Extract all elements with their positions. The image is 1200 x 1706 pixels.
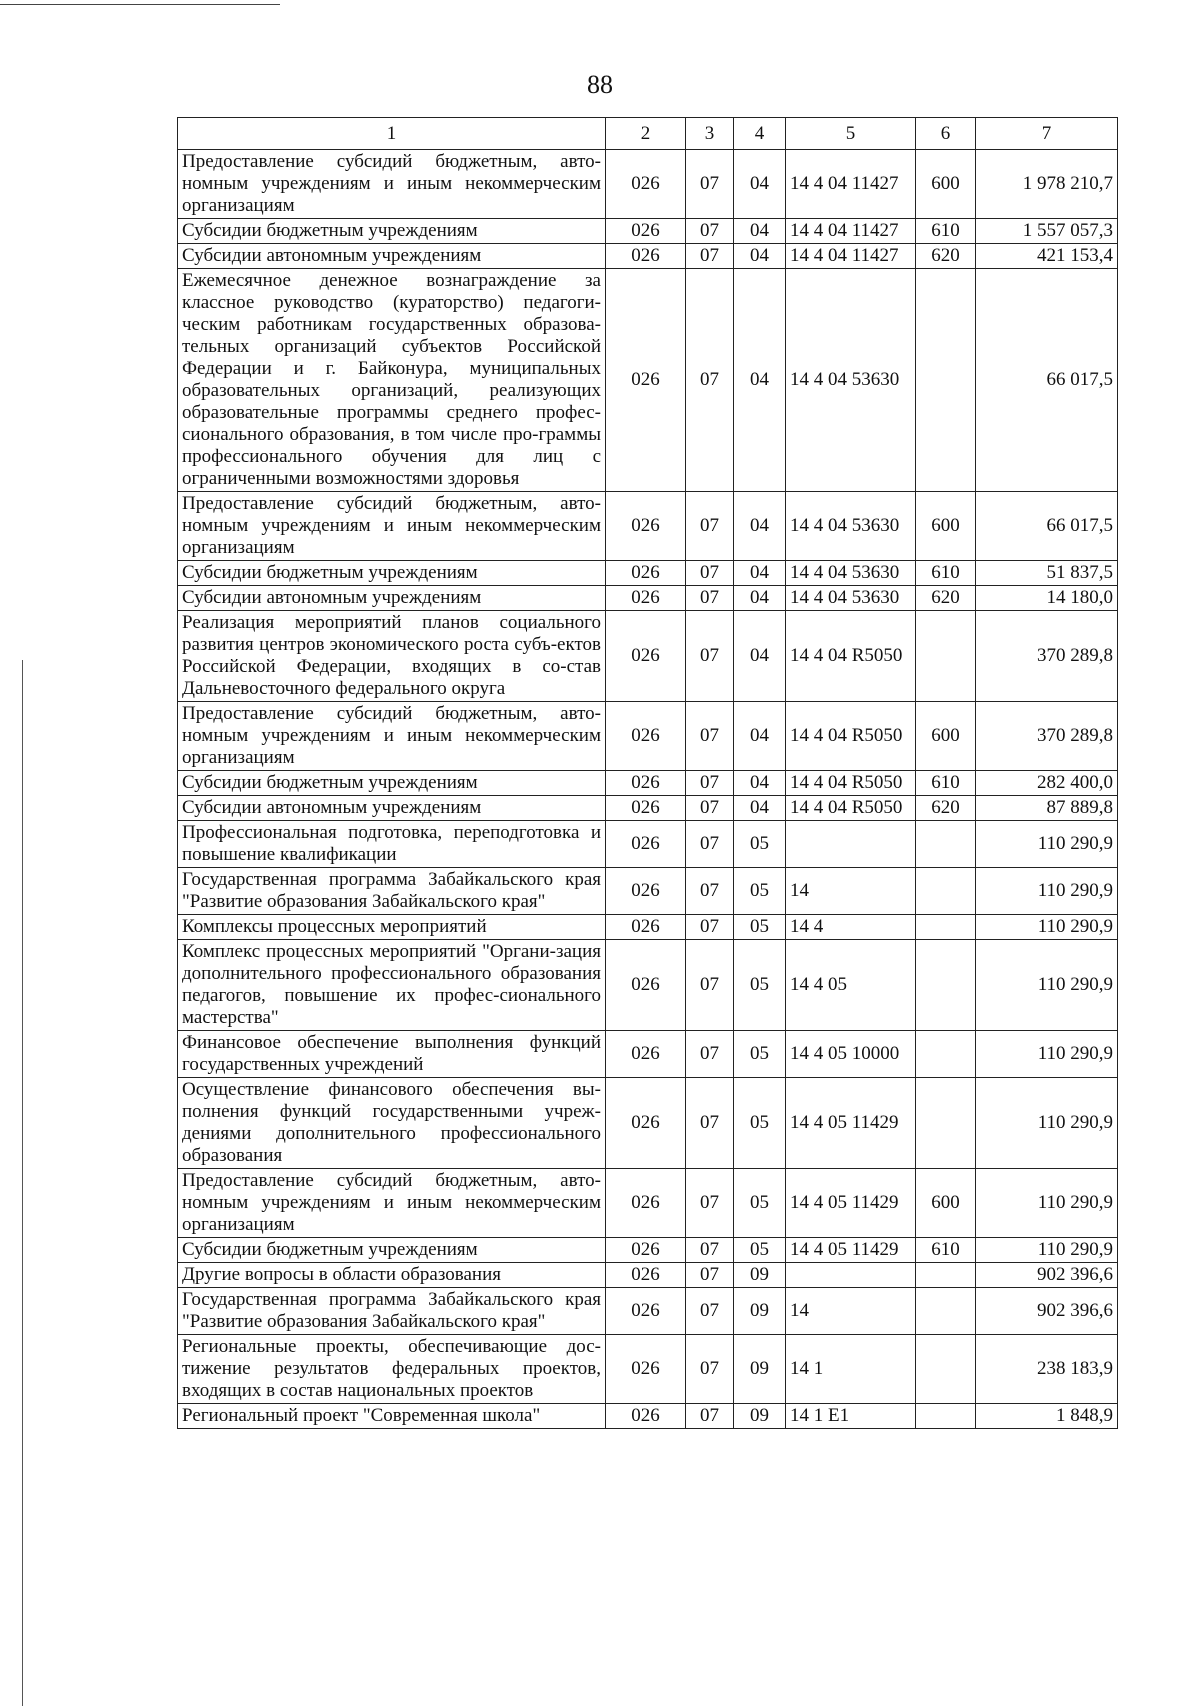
cell-amount: 14 180,0 [976, 586, 1118, 611]
cell-amount: 282 400,0 [976, 771, 1118, 796]
cell-amount: 87 889,8 [976, 796, 1118, 821]
table-row [178, 796, 1118, 821]
cell-expense-type: 610 [916, 561, 976, 586]
cell-amount: 1 848,9 [976, 1404, 1118, 1429]
cell-expense-type [916, 1263, 976, 1288]
cell-target: 14 [786, 868, 916, 915]
cell-name: Реализация мероприятий планов социального развития центров экономического роста субъ-ектов Российской Федерации, входящих в со-став Дальневосточного федерального округа [178, 611, 606, 702]
cell-target: 14 1 E1 [786, 1404, 916, 1429]
cell-name: Комплексы процессных мероприятий [178, 915, 606, 940]
cell-amount: 238 183,9 [976, 1335, 1118, 1404]
cell-subsection: 04 [734, 796, 786, 821]
cell-target: 14 4 04 R5050 [786, 796, 916, 821]
cell-subsection: 04 [734, 244, 786, 269]
scan-edge-line-left [22, 660, 23, 1706]
cell-target [786, 821, 916, 868]
cell-section: 07 [686, 561, 734, 586]
cell-target [786, 1263, 916, 1288]
cell-target: 14 4 04 11427 [786, 244, 916, 269]
cell-ministry: 026 [606, 219, 686, 244]
cell-subsection: 04 [734, 219, 786, 244]
table-row [178, 1263, 1118, 1288]
cell-ministry: 026 [606, 1404, 686, 1429]
cell-name: Субсидии автономным учреждениям [178, 244, 606, 269]
cell-subsection: 09 [734, 1263, 786, 1288]
cell-ministry: 026 [606, 611, 686, 702]
cell-amount: 66 017,5 [976, 492, 1118, 561]
table-row [178, 269, 1118, 492]
cell-section: 07 [686, 702, 734, 771]
column-header-section: 3 [686, 118, 734, 150]
cell-ministry: 026 [606, 940, 686, 1031]
cell-ministry: 026 [606, 1031, 686, 1078]
column-header-target: 5 [786, 118, 916, 150]
cell-ministry: 026 [606, 821, 686, 868]
cell-name: Государственная программа Забайкальского края "Развитие образования Забайкальского края" [178, 868, 606, 915]
table-row [178, 586, 1118, 611]
column-header-name: 1 [178, 118, 606, 150]
cell-expense-type: 610 [916, 219, 976, 244]
cell-target: 14 4 05 10000 [786, 1031, 916, 1078]
cell-subsection: 04 [734, 150, 786, 219]
cell-name: Региональные проекты, обеспечивающие дос-тижение результатов федеральных проектов, входящих в состав национальных проектов [178, 1335, 606, 1404]
cell-subsection: 05 [734, 1169, 786, 1238]
table-row [178, 1238, 1118, 1263]
cell-section: 07 [686, 1263, 734, 1288]
cell-expense-type [916, 1288, 976, 1335]
cell-target: 14 4 04 R5050 [786, 611, 916, 702]
cell-subsection: 04 [734, 702, 786, 771]
cell-target: 14 4 [786, 915, 916, 940]
cell-ministry: 026 [606, 561, 686, 586]
table-row [178, 219, 1118, 244]
cell-section: 07 [686, 492, 734, 561]
cell-name: Субсидии бюджетным учреждениям [178, 1238, 606, 1263]
cell-expense-type: 610 [916, 771, 976, 796]
cell-expense-type [916, 1078, 976, 1169]
cell-name: Ежемесячное денежное вознаграждение за классное руководство (кураторство) педагоги-ческим работникам государственных образова-тельных организаций субъектов Российской Федерации и г. Байконура, муниципальных образовательных организаций, реализующих образовательные программы среднего профес-сионального образования, в том числе про-граммы профессионального обучения для лиц с ограниченными возможностями здоровья [178, 269, 606, 492]
cell-section: 07 [686, 219, 734, 244]
cell-amount: 110 290,9 [976, 1169, 1118, 1238]
cell-expense-type [916, 940, 976, 1031]
cell-section: 07 [686, 1169, 734, 1238]
cell-ministry: 026 [606, 269, 686, 492]
cell-target: 14 4 05 11429 [786, 1238, 916, 1263]
cell-subsection: 04 [734, 492, 786, 561]
cell-amount: 370 289,8 [976, 702, 1118, 771]
cell-ministry: 026 [606, 586, 686, 611]
cell-subsection: 05 [734, 1031, 786, 1078]
cell-section: 07 [686, 821, 734, 868]
table-row [178, 244, 1118, 269]
column-header-subsection: 4 [734, 118, 786, 150]
cell-ministry: 026 [606, 1078, 686, 1169]
cell-name: Осуществление финансового обеспечения вы-полнения функций государственными учреж-дениями дополнительного профессионального образования [178, 1078, 606, 1169]
cell-amount: 1 978 210,7 [976, 150, 1118, 219]
table-row [178, 1288, 1118, 1335]
cell-expense-type [916, 269, 976, 492]
cell-expense-type: 600 [916, 1169, 976, 1238]
table-row [178, 1169, 1118, 1238]
cell-name: Предоставление субсидий бюджетным, авто-номным учреждениям и иным некоммерческим организациям [178, 150, 606, 219]
cell-expense-type [916, 1335, 976, 1404]
table-row [178, 561, 1118, 586]
cell-subsection: 04 [734, 771, 786, 796]
cell-section: 07 [686, 1078, 734, 1169]
cell-name: Субсидии бюджетным учреждениям [178, 561, 606, 586]
cell-section: 07 [686, 940, 734, 1031]
table-row [178, 492, 1118, 561]
cell-section: 07 [686, 244, 734, 269]
table-row [178, 771, 1118, 796]
cell-section: 07 [686, 586, 734, 611]
cell-name: Субсидии автономным учреждениям [178, 586, 606, 611]
table-row [178, 611, 1118, 702]
table-row [178, 702, 1118, 771]
cell-amount: 902 396,6 [976, 1263, 1118, 1288]
cell-expense-type [916, 821, 976, 868]
cell-name: Субсидии бюджетным учреждениям [178, 219, 606, 244]
cell-target: 14 4 04 R5050 [786, 771, 916, 796]
cell-target: 14 4 04 53630 [786, 586, 916, 611]
column-header-amount: 7 [976, 118, 1118, 150]
cell-target: 14 4 04 53630 [786, 269, 916, 492]
cell-section: 07 [686, 1031, 734, 1078]
cell-expense-type: 600 [916, 702, 976, 771]
cell-name: Финансовое обеспечение выполнения функций государственных учреждений [178, 1031, 606, 1078]
budget-table [177, 117, 1118, 1429]
cell-name: Предоставление субсидий бюджетным, авто-номным учреждениям и иным некоммерческим организациям [178, 702, 606, 771]
cell-subsection: 09 [734, 1335, 786, 1404]
table-row [178, 868, 1118, 915]
cell-subsection: 04 [734, 611, 786, 702]
table-row [178, 915, 1118, 940]
cell-amount: 1 557 057,3 [976, 219, 1118, 244]
cell-section: 07 [686, 1404, 734, 1429]
table-body [178, 150, 1118, 1429]
cell-amount: 421 153,4 [976, 244, 1118, 269]
cell-name: Предоставление субсидий бюджетным, авто-номным учреждениям и иным некоммерческим организациям [178, 1169, 606, 1238]
table-row [178, 940, 1118, 1031]
cell-amount: 66 017,5 [976, 269, 1118, 492]
cell-target: 14 [786, 1288, 916, 1335]
cell-expense-type: 620 [916, 586, 976, 611]
cell-section: 07 [686, 269, 734, 492]
cell-amount: 110 290,9 [976, 1078, 1118, 1169]
cell-target: 14 4 04 11427 [786, 150, 916, 219]
cell-subsection: 09 [734, 1404, 786, 1429]
cell-ministry: 026 [606, 868, 686, 915]
cell-name: Комплекс процессных мероприятий "Органи-зация дополнительного профессионального образования педагогов, повышение их профес-сионального мастерства" [178, 940, 606, 1031]
cell-subsection: 04 [734, 561, 786, 586]
cell-amount: 110 290,9 [976, 940, 1118, 1031]
cell-ministry: 026 [606, 771, 686, 796]
cell-subsection: 05 [734, 940, 786, 1031]
cell-target: 14 4 04 R5050 [786, 702, 916, 771]
cell-subsection: 04 [734, 269, 786, 492]
cell-expense-type: 610 [916, 1238, 976, 1263]
cell-expense-type [916, 1404, 976, 1429]
cell-expense-type [916, 1031, 976, 1078]
cell-ministry: 026 [606, 1169, 686, 1238]
cell-subsection: 05 [734, 1238, 786, 1263]
cell-amount: 110 290,9 [976, 915, 1118, 940]
cell-expense-type [916, 868, 976, 915]
cell-expense-type [916, 611, 976, 702]
scan-edge-line-top [0, 4, 280, 5]
cell-ministry: 026 [606, 915, 686, 940]
cell-ministry: 026 [606, 796, 686, 821]
cell-amount: 110 290,9 [976, 1238, 1118, 1263]
cell-ministry: 026 [606, 1238, 686, 1263]
cell-name: Другие вопросы в области образования [178, 1263, 606, 1288]
cell-expense-type: 600 [916, 492, 976, 561]
header-row [178, 118, 1118, 150]
cell-section: 07 [686, 150, 734, 219]
cell-ministry: 026 [606, 244, 686, 269]
cell-subsection: 04 [734, 586, 786, 611]
cell-section: 07 [686, 1238, 734, 1263]
cell-subsection: 05 [734, 821, 786, 868]
cell-amount: 110 290,9 [976, 1031, 1118, 1078]
cell-name: Профессиональная подготовка, переподготовка и повышение квалификации [178, 821, 606, 868]
cell-section: 07 [686, 771, 734, 796]
cell-section: 07 [686, 611, 734, 702]
cell-subsection: 05 [734, 915, 786, 940]
column-header-ministry: 2 [606, 118, 686, 150]
cell-target: 14 4 05 11429 [786, 1078, 916, 1169]
table-row [178, 821, 1118, 868]
cell-amount: 110 290,9 [976, 868, 1118, 915]
cell-name: Предоставление субсидий бюджетным, авто-номным учреждениям и иным некоммерческим организациям [178, 492, 606, 561]
cell-name: Государственная программа Забайкальского края "Развитие образования Забайкальского края" [178, 1288, 606, 1335]
cell-target: 14 4 04 11427 [786, 219, 916, 244]
cell-subsection: 05 [734, 1078, 786, 1169]
cell-target: 14 4 04 53630 [786, 561, 916, 586]
cell-target: 14 4 04 53630 [786, 492, 916, 561]
table-row [178, 1031, 1118, 1078]
cell-expense-type: 620 [916, 796, 976, 821]
cell-subsection: 09 [734, 1288, 786, 1335]
cell-ministry: 026 [606, 1288, 686, 1335]
cell-target: 14 4 05 [786, 940, 916, 1031]
cell-amount: 902 396,6 [976, 1288, 1118, 1335]
table-row [178, 1078, 1118, 1169]
cell-amount: 51 837,5 [976, 561, 1118, 586]
cell-amount: 110 290,9 [976, 821, 1118, 868]
cell-section: 07 [686, 868, 734, 915]
cell-section: 07 [686, 1335, 734, 1404]
cell-name: Субсидии автономным учреждениям [178, 796, 606, 821]
cell-ministry: 026 [606, 1335, 686, 1404]
cell-name: Региональный проект "Современная школа" [178, 1404, 606, 1429]
page-number: 88 [587, 70, 613, 99]
cell-section: 07 [686, 796, 734, 821]
cell-target: 14 1 [786, 1335, 916, 1404]
table-row [178, 150, 1118, 219]
cell-subsection: 05 [734, 868, 786, 915]
cell-ministry: 026 [606, 492, 686, 561]
table-row [178, 1335, 1118, 1404]
table-row [178, 1404, 1118, 1429]
cell-section: 07 [686, 1288, 734, 1335]
cell-name: Субсидии бюджетным учреждениям [178, 771, 606, 796]
cell-expense-type: 620 [916, 244, 976, 269]
column-header-expense-type: 6 [916, 118, 976, 150]
cell-ministry: 026 [606, 702, 686, 771]
cell-target: 14 4 05 11429 [786, 1169, 916, 1238]
cell-amount: 370 289,8 [976, 611, 1118, 702]
cell-ministry: 026 [606, 1263, 686, 1288]
cell-section: 07 [686, 915, 734, 940]
cell-expense-type [916, 915, 976, 940]
cell-ministry: 026 [606, 150, 686, 219]
cell-expense-type: 600 [916, 150, 976, 219]
